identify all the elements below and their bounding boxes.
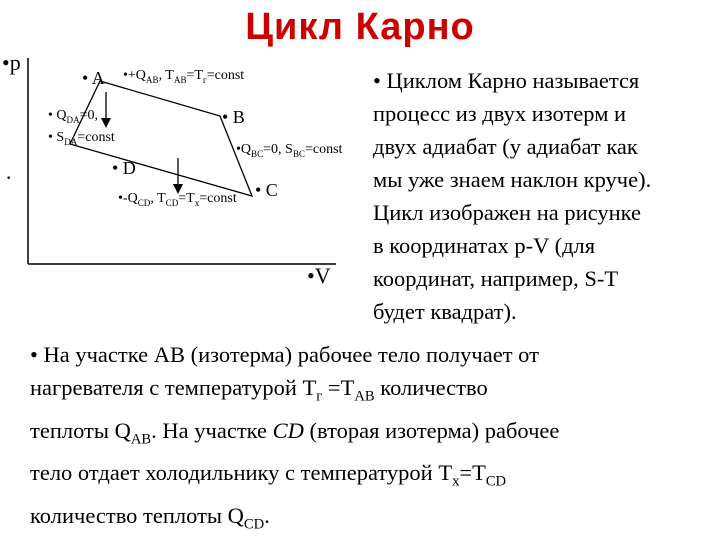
text-line: • Циклом Карно называется <box>373 64 718 97</box>
text-line: координат, например, S-T <box>373 262 718 295</box>
marker-dot: · <box>5 165 12 191</box>
da-entropy-label: • $S_{DA}=const$ <box>48 130 115 147</box>
point-c-label: • C <box>255 180 278 201</box>
da-heat-label: • $Q_{DA}=0$, <box>48 108 98 125</box>
explanation-paragraph <box>30 338 720 541</box>
text-line: нагревателя с температурой $T_г =T_{AB}$ количество <box>30 371 720 414</box>
text-line: тело отдает холодильнику с температурой $T_х=T_{CD}$ <box>30 456 720 499</box>
text-line: количество теплоты $Q_{CD}$. <box>30 499 720 541</box>
text-line: теплоты $Q_{AB}$. На участке CD (вторая изотерма) рабочее <box>30 414 720 457</box>
text-line: процесс из двух изотерм и <box>373 97 718 130</box>
point-a-label: • A <box>82 68 105 89</box>
text-line: • На участке АВ (изотерма) рабочее тело получает от <box>30 338 720 371</box>
page-title: Цикл Карно <box>80 6 640 49</box>
cd-isotherm-label: $•-Q_{CD}$, $T_{CD}=T_х=const$ <box>118 191 237 208</box>
v-axis-label: •V <box>307 263 331 289</box>
ab-isotherm-label: $•+Q_{AB}$, $T_{AB}=T_г=const$ <box>123 68 244 85</box>
bc-adiabat-label: $•Q_{BC}=0$, $S_{BC}=const$ <box>236 142 342 159</box>
arrow-in-head <box>101 118 111 128</box>
p-axis-label: •p <box>2 50 21 76</box>
text-line: мы уже знаем наклон круче). <box>373 163 718 196</box>
definition-text <box>373 64 718 328</box>
point-b-label: • B <box>222 107 245 128</box>
text-line: в координатах p-V (для <box>373 229 718 262</box>
text-line: Цикл изображен на рисунке <box>373 196 718 229</box>
point-d-label: • D <box>112 158 136 179</box>
text-line: будет квадрат). <box>373 295 718 328</box>
text-line: двух адиабат (у адиабат как <box>373 130 718 163</box>
